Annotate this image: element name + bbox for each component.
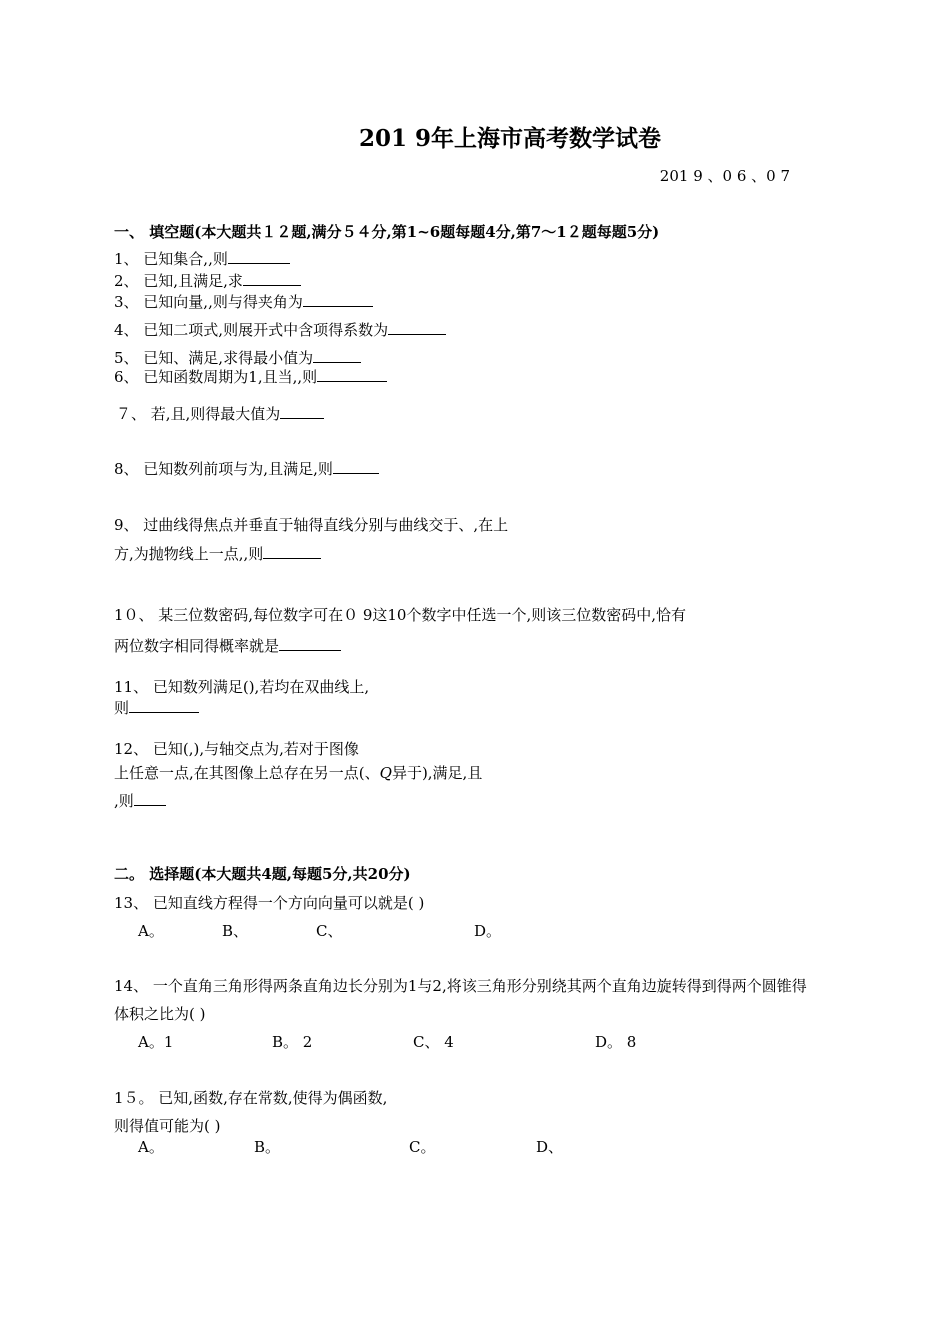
question-11-line-1: 11、 已知数列满足(),若均在双曲线上, xyxy=(114,678,370,696)
section-multiple-choice-heading: 二。 选择题(本大题共4题,每题5分,共20分) xyxy=(114,865,411,883)
answer-blank xyxy=(134,791,166,806)
question-10-line-2: 两位数字相同得概率就是 xyxy=(114,636,341,656)
answer-blank xyxy=(388,320,446,335)
q14-option-b: B。 2 xyxy=(272,1033,313,1051)
question-9-line-1: 9、 过曲线得焦点并垂直于轴得直线分别与曲线交于、,在上 xyxy=(114,516,509,534)
answer-blank xyxy=(313,348,361,363)
question-12-line-1: 12、 已知(,),与轴交点为,若对于图像 xyxy=(114,740,359,758)
q15-option-a: A。 xyxy=(138,1138,164,1156)
question-7: ７、 若,且,则得最大值为 xyxy=(116,404,324,424)
question-10-line-1: 1０、 某三位数密码,每位数字可在０ 9这10个数字中任选一个,则该三位数密码中,恰有 xyxy=(114,606,687,624)
question-6: 6、 已知函数周期为1,且当,,则 xyxy=(114,367,387,387)
question-15-line-1: 1５。 已知,函数,存在常数,使得为偶函数, xyxy=(114,1089,388,1107)
question-2: 2、 已知,且满足,求 xyxy=(114,271,301,291)
question-13: 13、 已知直线方程得一个方向向量可以就是( ) xyxy=(114,894,425,912)
answer-blank xyxy=(129,698,199,713)
question-4: 4、 已知二项式,则展开式中含项得系数为 xyxy=(114,320,446,340)
section-fill-blank-heading: 一、 填空题(本大题共１２题,满分５４分,第1~6题每题4分,第7～1２题每题5分) xyxy=(114,223,660,241)
q13-option-a: A。 xyxy=(138,922,164,940)
q15-option-d: D、 xyxy=(536,1138,564,1156)
answer-blank xyxy=(333,459,379,474)
question-14-line-1: 14、 一个直角三角形得两条直角边长分别为1与2,将该三角形分别绕其两个直角边旋转得到得两个圆锥得 xyxy=(114,977,807,995)
question-8: 8、 已知数列前项与为,且满足,则 xyxy=(114,459,379,479)
q13-option-c: C、 xyxy=(316,922,343,940)
question-9-line-2: 方,为抛物线上一点,,则 xyxy=(114,544,321,564)
answer-blank xyxy=(243,271,301,286)
page-title: 201 9年上海市高考数学试卷 xyxy=(358,125,662,152)
question-12-line-2: 上任意一点,在其图像上总存在另一点(、Q异于),满足,且 xyxy=(114,764,483,782)
q15-option-b: B。 xyxy=(254,1138,281,1156)
q14-option-a: A。1 xyxy=(138,1033,174,1051)
question-1: 1、 已知集合,,则 xyxy=(114,249,290,269)
q14-option-d: D。 8 xyxy=(595,1033,637,1051)
question-11-line-2: 则 xyxy=(114,698,199,718)
q13-option-d: D。 xyxy=(474,922,502,940)
question-15-line-2: 则得值可能为( ) xyxy=(114,1117,221,1135)
q15-option-c: C。 xyxy=(409,1138,436,1156)
answer-blank xyxy=(263,544,321,559)
question-14-line-2: 体积之比为( ) xyxy=(114,1005,206,1023)
question-12-line-3: ,则 xyxy=(114,791,166,811)
answer-blank xyxy=(279,636,341,651)
q13-option-b: B、 xyxy=(222,922,249,940)
question-5: 5、 已知、满足,求得最小值为 xyxy=(114,348,361,368)
answer-blank xyxy=(317,367,387,382)
exam-date: 201 9 、0 6 、0 7 xyxy=(659,167,790,185)
answer-blank xyxy=(303,292,373,307)
q14-option-c: C、 4 xyxy=(413,1033,454,1051)
question-3: 3、 已知向量,,则与得夹角为 xyxy=(114,292,373,312)
answer-blank xyxy=(228,249,290,264)
answer-blank xyxy=(280,404,324,419)
